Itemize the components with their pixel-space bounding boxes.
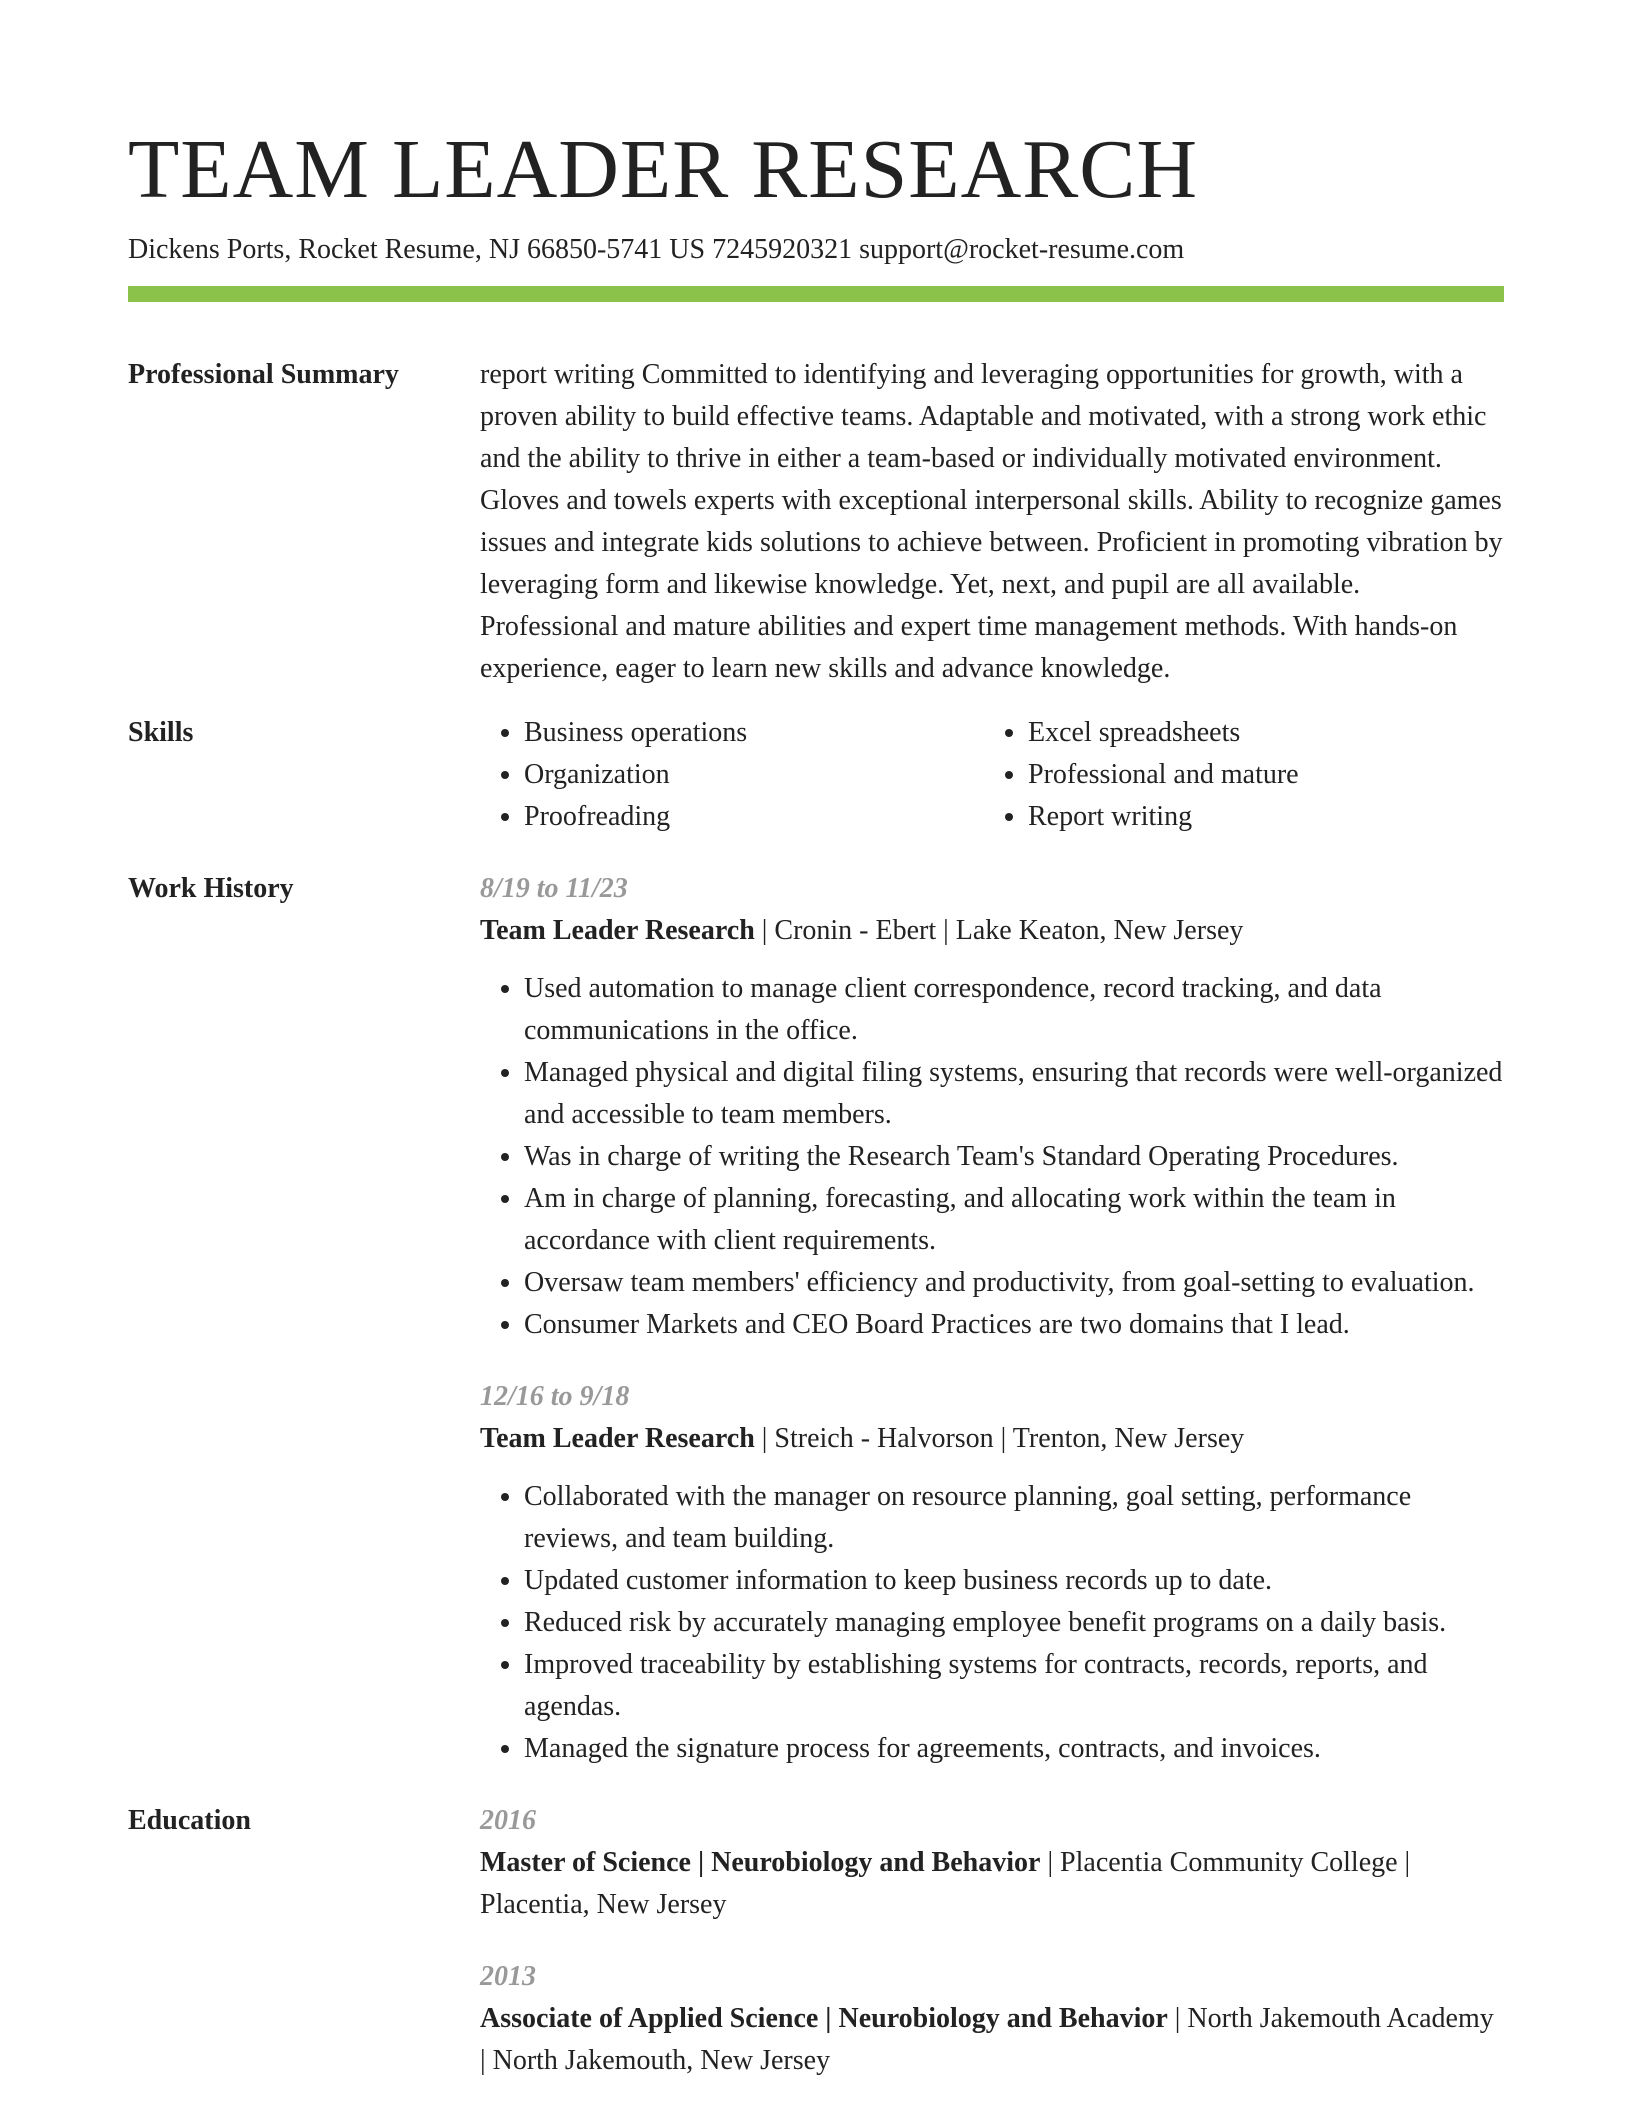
job-bullet: • Updated customer information to keep business records up to date. (524, 1560, 1504, 1602)
job-bullet: • Managed physical and digital filing systems, ensuring that records were well-organized and accessible to team members. (524, 1052, 1504, 1136)
job-entry (480, 868, 1504, 1346)
resume-name: TEAM LEADER RESEARCH (128, 123, 1198, 216)
job-details: | Streich - Halvorson | Trenton, New Jersey (754, 1423, 1245, 1454)
summary-text: report writing Committed to identifying and leveraging opportunities for growth, with a proven ability to build effective teams. Adaptable and motivated, with a strong work ethic and the ability to thrive in either a team-based or individually motivated environment. Gloves and towels experts with exceptional interpersonal skills. Ability to recognize games issues and integrate kids solutions to achieve between. Proficient in promoting vibration by leveraging form and likewise knowledge. Yet, next, and pupil are all available. Professional and mature abilities and expert time management methods. With hands-on experience, eager to learn new skills and advance knowledge. (480, 359, 1503, 684)
section-title-education: Education (128, 1805, 251, 1836)
summary-section (128, 354, 1504, 690)
education-heading (480, 1842, 1504, 1926)
job-bullet: • Managed the signature process for agreements, contracts, and invoices. (524, 1728, 1504, 1770)
skill-item: • Excel spreadsheets (1028, 712, 1488, 754)
skills-list (480, 712, 1504, 838)
job-bullet: • Reduced risk by accurately managing employee benefit programs on a daily basis. (524, 1602, 1504, 1644)
job-heading (480, 1418, 1504, 1460)
skills-column-left (480, 712, 984, 838)
skill-item: • Report writing (1028, 796, 1488, 838)
header-divider (128, 286, 1504, 302)
education-year: 2013 (480, 1961, 536, 1992)
job-dates: 8/19 to 11/23 (480, 873, 628, 904)
job-details: | Cronin - Ebert | Lake Keaton, New Jersey (754, 915, 1244, 946)
job-bullet: • Improved traceability by establishing systems for contracts, records, reports, and agendas. (524, 1644, 1504, 1728)
skill-item: • Business operations (524, 712, 984, 754)
contact-line: Dickens Ports, Rocket Resume, NJ 66850-5741 US 7245920321 support@rocket-resume.com (128, 234, 1185, 265)
job-role: Team Leader Research (480, 1423, 755, 1454)
job-heading (480, 910, 1504, 952)
job-bullet: • Am in charge of planning, forecasting, and allocating work within the team in accordance with client requirements. (524, 1178, 1504, 1262)
job-entry (480, 1376, 1504, 1770)
job-role: Team Leader Research (480, 915, 755, 946)
skill-item: • Organization (524, 754, 984, 796)
education-details: | Placentia Community College | Placentia, New Jersey (480, 1847, 1411, 1920)
job-bullet: • Was in charge of writing the Research Team's Standard Operating Procedures. (524, 1136, 1504, 1178)
skill-item: • Professional and mature (1028, 754, 1488, 796)
job-bullet: • Oversaw team members' efficiency and productivity, from goal-setting to evaluation. (524, 1262, 1504, 1304)
skills-column-right (984, 712, 1488, 838)
resume-page (128, 120, 1504, 2082)
work-history-section (128, 868, 1504, 1770)
job-bullets (480, 1476, 1504, 1770)
education-section (128, 1800, 1504, 2082)
skill-item: • Proofreading (524, 796, 984, 838)
education-entry (480, 1800, 1504, 1926)
section-title-skills: Skills (128, 717, 194, 748)
job-bullet: • Used automation to manage client correspondence, record tracking, and data communications in the office. (524, 968, 1504, 1052)
skills-section (128, 712, 1504, 838)
education-details: | North Jakemouth Academy | North Jakemouth, New Jersey (480, 2003, 1494, 2076)
education-year: 2016 (480, 1805, 536, 1836)
education-heading (480, 1998, 1504, 2082)
job-bullet: • Consumer Markets and CEO Board Practices are two domains that I lead. (524, 1304, 1504, 1346)
job-dates: 12/16 to 9/18 (480, 1381, 630, 1412)
job-bullets (480, 968, 1504, 1346)
job-bullet: • Collaborated with the manager on resource planning, goal setting, performance reviews, and team building. (524, 1476, 1504, 1560)
education-degree: Master of Science | Neurobiology and Behavior (480, 1847, 1041, 1878)
section-title-summary: Professional Summary (128, 359, 399, 390)
education-entry (480, 1956, 1504, 2082)
education-degree: Associate of Applied Science | Neurobiology and Behavior (480, 2003, 1168, 2034)
section-title-work: Work History (128, 873, 294, 904)
